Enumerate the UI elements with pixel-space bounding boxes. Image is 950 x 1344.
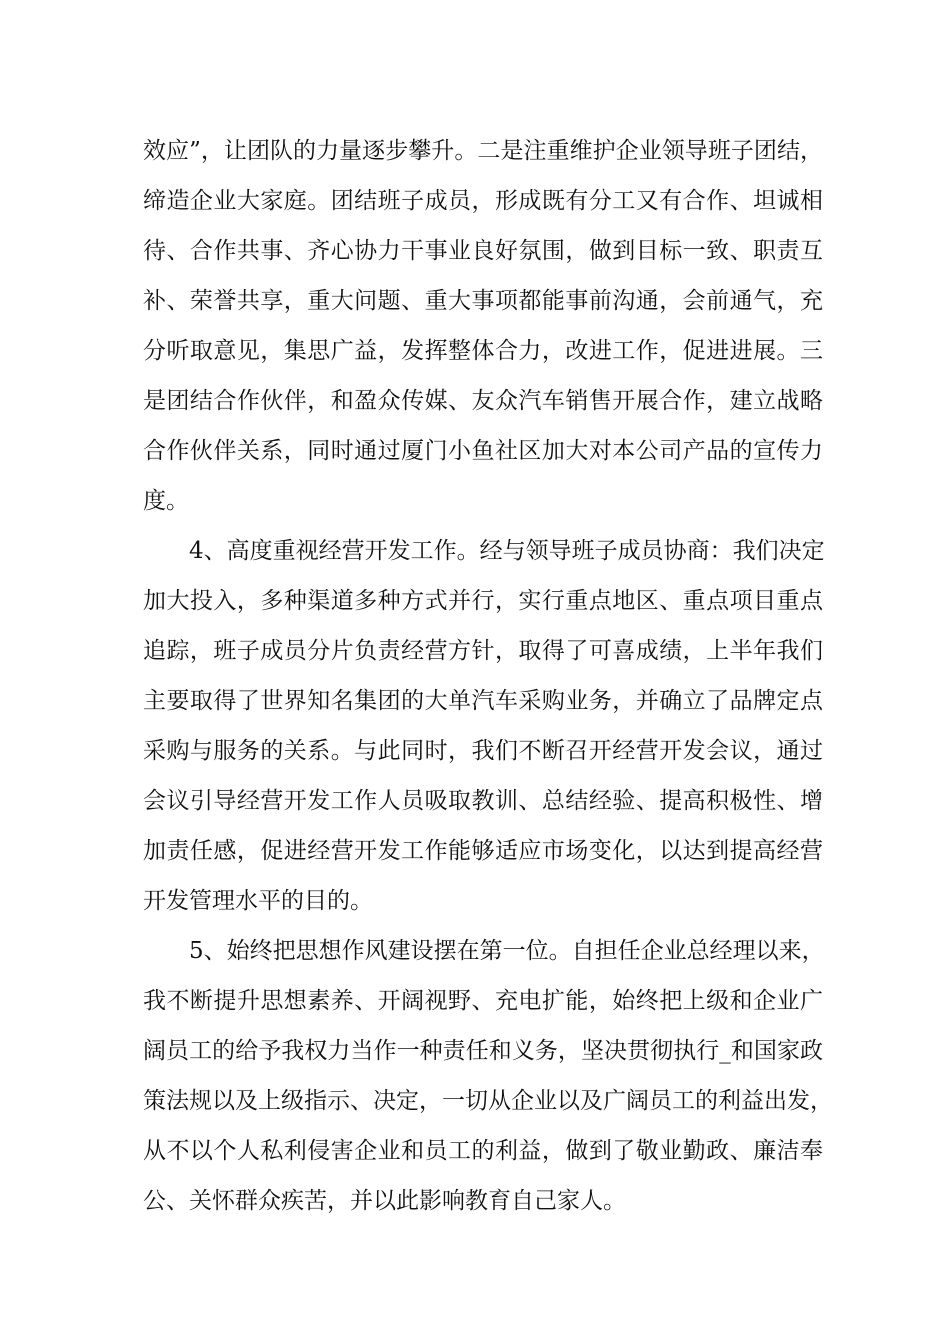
body-text-line: 补、荣誉共享，重大问题、重大事项都能事前沟通，会前通气，充 (143, 288, 823, 314)
body-text-line: 采购与服务的关系。与此同时，我们不断召开经营开发会议，通过 (143, 738, 823, 764)
body-text-line: 度。 (143, 488, 189, 514)
body-text-line: 公、关怀群众疾苦，并以此影响教育自己家人。 (143, 1188, 626, 1214)
body-text-line: 追踪，班子成员分片负责经营方针，取得了可喜成绩，上半年我们 (143, 638, 823, 664)
body-text-line: 分听取意见，集思广益，发挥整体合力，改进工作，促进进展。三 (143, 338, 823, 364)
body-text-line: 待、合作共事、齐心协力干事业良好氛围，做到目标一致、职责互 (143, 238, 823, 264)
body-text-line: 阔员工的给予我权力当作一种责任和义务，坚决贯彻执行_和国家政 (143, 1038, 823, 1064)
body-text-line: 缔造企业大家庭。团结班子成员，形成既有分工又有合作、坦诚相 (143, 188, 823, 214)
paragraph-4-first-line: 4、高度重视经营开发工作。经与领导班子成员协商：我们决定 (189, 538, 825, 564)
body-text-line: 效应”，让团队的力量逐步攀升。二是注重维护企业领导班子团结， (143, 138, 823, 164)
body-text-line: 会议引导经营开发工作人员吸取教训、总结经验、提高积极性、增 (143, 788, 823, 814)
body-text-line: 策法规以及上级指示、决定，一切从企业以及广阔员工的利益出发， (143, 1088, 833, 1114)
body-text-line: 从不以个人私利侵害企业和员工的利益，做到了敬业勤政、廉洁奉 (143, 1138, 823, 1164)
body-text-line: 加大投入，多种渠道多种方式并行，实行重点地区、重点项目重点 (143, 588, 823, 614)
paragraph-5-first-line: 5、始终把思想作风建设摆在第一位。自担任企业总经理以来， (189, 938, 825, 964)
body-text-line: 主要取得了世界知名集团的大单汽车采购业务，并确立了品牌定点 (143, 688, 823, 714)
body-text-line: 合作伙伴关系，同时通过厦门小鱼社区加大对本公司产品的宣传力 (143, 438, 823, 464)
body-text-line: 我不断提升思想素养、开阔视野、充电扩能，始终把上级和企业广 (143, 988, 823, 1014)
body-text-line: 开发管理水平的目的。 (143, 888, 373, 914)
body-text-line: 是团结合作伙伴，和盈众传媒、友众汽车销售开展合作，建立战略 (143, 388, 823, 414)
body-text-line: 加责任感，促进经营开发工作能够适应市场变化，以达到提高经营 (143, 838, 823, 864)
